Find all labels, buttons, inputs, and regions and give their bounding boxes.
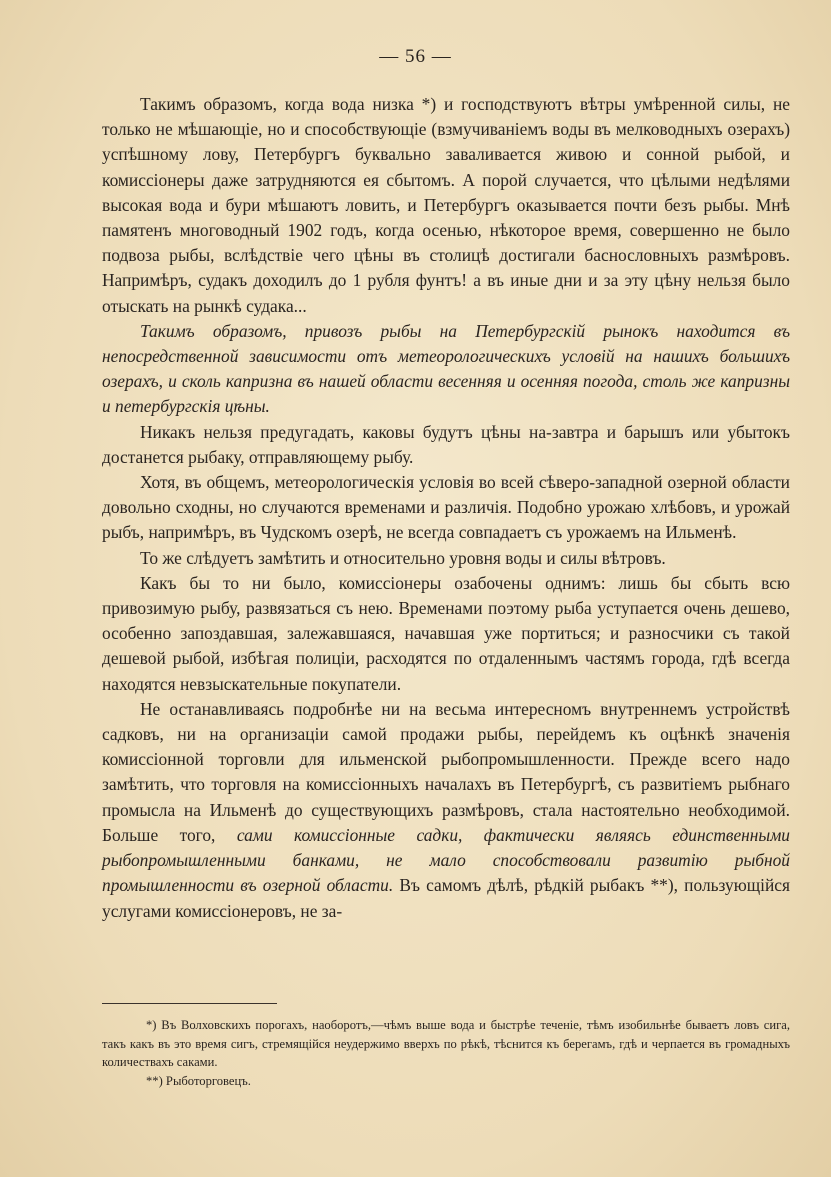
paragraph: Хотя, въ общемъ, метеорологическія условія во всей сѣверо-западной озерной области довольно сходны, но случаются временами и различія. Подобно урожаю хлѣбовъ, и урожай рыбъ, напримѣръ, въ Чудскомъ озерѣ, не всегда совпадаетъ съ урожаемъ на Ильменѣ. — [102, 472, 790, 543]
main-text — [102, 92, 790, 924]
italic-text: сами комиссіонные садки, фактически являясь единственными рыбопромышленными банками, не мало способствовали развитію рыбной промышленности въ озерной области. — [102, 824, 790, 896]
paragraph: Какъ бы то ни было, комиссіонеры озабочены однимъ: лишь бы сбыть всю привозимую рыбу, развязаться съ нею. Временами поэтому рыба уступается очень дешево, особенно запоздавшая, залежавшаяся, начавшая уже портиться; и разносчики съ такой дешевой рыбой, избѣгая полиціи, расходятся по отдаленнымъ частямъ города, гдѣ всегда находятся невзыскательные покупатели. — [102, 572, 790, 694]
footnote: **) Рыботорговецъ. — [146, 1073, 251, 1088]
page-number: — 56 — — [379, 46, 452, 67]
paragraph — [102, 697, 790, 924]
footnotes — [102, 1016, 790, 1090]
footnote: *) Въ Волховскихъ порогахъ, наоборотъ,—чѣмъ выше вода и быстрѣе теченіе, тѣмъ изобильнѣе бываетъ ловъ сига, такъ какъ въ это время сигъ, стремящійся неудержимо вверхъ по рѣкѣ, тѣснится къ берегамъ, гдѣ и черпается въ громадныхъ количествахъ саками. — [102, 1018, 790, 1069]
footnote-divider — [102, 1003, 277, 1004]
paragraph: Такимъ образомъ, когда вода низка *) и господствуютъ вѣтры умѣренной силы, не только не мѣшающіе, но и способствующіе (взмучиваніемъ воды въ мелководныхъ озерахъ) успѣшному лову, Петербургъ буквально заваливается живою и сонной рыбой, и комиссіонеры даже затрудняются ея сбытомъ. А порой случается, что цѣлыми недѣлями высокая вода и бури мѣшаютъ ловить, и Петербургъ оказывается почти безъ рыбы. Мнѣ памятенъ многоводный 1902 годъ, когда осенью, нѣкоторое время, совершенно не было подвоза рыбы, вслѣдствіе чего цѣны въ столицѣ достигали баснословныхъ размѣровъ. Напримѣръ, судакъ доходилъ до 1 рубля фунтъ! а въ иные дни и за эту цѣну нельзя было отыскать на рынкѣ судака... — [102, 94, 790, 316]
paragraph: Никакъ нельзя предугадать, каковы будутъ цѣны на-завтра и барышъ или убытокъ достанется рыбаку, отправляющему рыбу. — [102, 421, 790, 467]
paragraph-italic — [102, 319, 790, 420]
paragraph: То же слѣдуетъ замѣтить и относительно уровня воды и силы вѣтровъ. — [140, 547, 666, 568]
paragraph-text: Не останавливаясь подробнѣе ни на весьма интересномъ внутреннемъ устройствѣ садковъ, ни на организаціи самой продажи рыбы, перейдемъ къ оцѣнкѣ значенія комиссіонной торговли для ильменской рыбопромышленности. Прежде всего надо замѣтить, что торговля на комиссіонныхъ началахъ въ Петербургѣ, съ развитіемъ рыбнаго промысла на Ильменѣ до существующихъ размѣровъ, стала настоятельно необходимой. Больше того, — [102, 698, 790, 845]
italic-text: Такимъ образомъ, привозъ рыбы на Петербургскій рынокъ находится въ непосредственной зависимости отъ метеорологическихъ условій на нашихъ большихъ озерахъ, и сколь капризна въ нашей области весенняя и осенняя погода, столь же капризны и петербургскія цѣны. — [102, 320, 790, 417]
paragraph-text: Въ самомъ дѣлѣ, рѣдкій рыбакъ **), пользующійся услугами комиссіонеровъ, не за- — [102, 875, 790, 921]
